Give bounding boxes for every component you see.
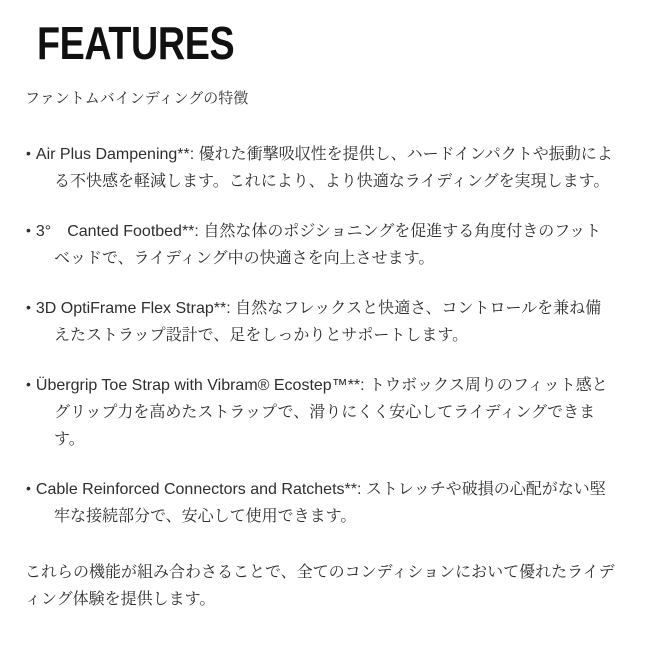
bullet-icon: •	[26, 145, 31, 161]
feature-desc: 自然なフレックスと快適さ、コントロールを兼ね備えたストラップ設計で、足をしっかりとサポートします。	[54, 300, 602, 344]
feature-desc: 優れた衝撃吸収性を提供し、ハードインパクトや振動による不快感を軽減します。これにより、より快適なライディングを実現します。	[54, 146, 613, 190]
feature-item	[26, 295, 617, 349]
feature-label: Cable Reinforced Connectors and Ratchets**:	[35, 481, 362, 498]
page-title: FEATURES	[37, 17, 235, 69]
feature-label: 3° Canted Footbed**:	[35, 223, 199, 240]
features-list	[25, 141, 617, 530]
bullet-icon: •	[26, 376, 31, 392]
feature-label: Übergrip Toe Strap with Vibram® Ecostep™**:	[35, 377, 365, 394]
feature-label: 3D OptiFrame Flex Strap**:	[35, 300, 231, 317]
feature-desc: ストレッチや破損の心配がない堅牢な接続部分で、安心して使用できます。	[54, 481, 606, 525]
feature-desc: トウボックス周りのフィット感とグリップ力を高めたストラップで、滑りにくく安心してライディングできます。	[54, 377, 608, 448]
feature-desc: 自然な体のポジショニングを促進する角度付きのフットベッドで、ライディング中の快適さを向上させます。	[54, 223, 602, 267]
feature-item	[26, 476, 617, 530]
feature-item	[26, 218, 617, 272]
bullet-icon: •	[26, 299, 31, 315]
bullet-icon: •	[26, 222, 31, 238]
page-subtitle: ファントムバインディングの特徴	[25, 90, 249, 107]
feature-label: Air Plus Dampening**:	[35, 146, 195, 163]
feature-item	[26, 141, 617, 195]
feature-item	[26, 372, 617, 453]
closing-paragraph: これらの機能が組み合わさることで、全てのコンディションにおいて優れたライディング体験を提供します。	[25, 564, 615, 608]
bullet-icon: •	[26, 480, 31, 496]
